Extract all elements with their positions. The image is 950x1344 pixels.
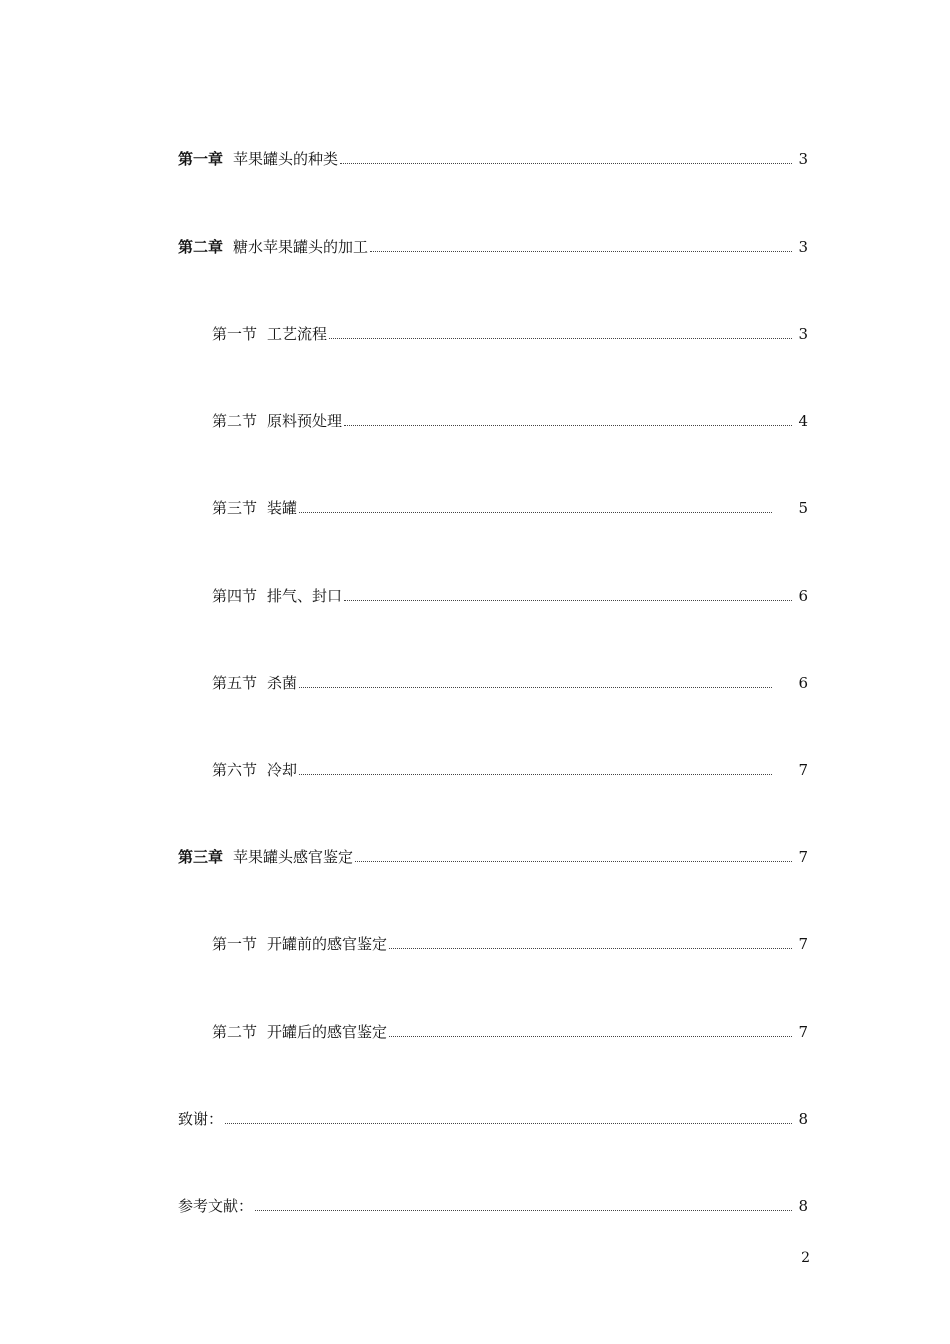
toc-entry-page: 3 [798, 325, 808, 343]
toc-entry-section-2-4[interactable] [212, 582, 808, 606]
toc-entry-page: 4 [798, 412, 808, 430]
toc-entry-prefix: 第二章 [178, 238, 224, 256]
toc-entry-title: 苹果罐头的种类 [233, 150, 339, 168]
toc-entry-prefix: 第五节 [212, 674, 258, 692]
dot-leader [225, 1122, 792, 1124]
toc-entry-page: 6 [798, 674, 808, 692]
dot-leader [344, 599, 792, 601]
toc-entry-page: 5 [798, 499, 808, 517]
page-number: 2 [801, 1250, 810, 1266]
dot-leader [370, 250, 792, 252]
toc-entry-chapter-2[interactable] [178, 233, 808, 257]
toc-entry-title: 工艺流程 [267, 325, 328, 343]
dot-leader [355, 860, 792, 862]
toc-entry-references[interactable] [178, 1192, 808, 1216]
dot-leader [389, 947, 792, 949]
toc-entry-title: 糖水苹果罐头的加工 [233, 238, 369, 256]
toc-entry-section-3-1[interactable] [212, 930, 808, 954]
toc-entry-prefix: 第二节 [212, 412, 258, 430]
toc-entry-page: 8 [798, 1197, 808, 1215]
toc-entry-prefix: 第一章 [178, 150, 224, 168]
toc-entry-prefix: 参考文献： [178, 1197, 254, 1215]
toc-entry-prefix: 第一节 [212, 935, 258, 953]
toc-entry-section-2-1[interactable] [212, 320, 808, 344]
toc-entry-title: 装罐 [267, 499, 298, 517]
dot-leader [329, 337, 792, 339]
toc-entry-title: 开罐前的感官鉴定 [267, 935, 388, 953]
toc-entry-title: 杀菌 [267, 674, 298, 692]
toc-entry-title: 冷却 [267, 761, 298, 779]
dot-leader [299, 773, 772, 775]
toc-entry-section-2-2[interactable] [212, 407, 808, 431]
toc-entry-section-2-6[interactable] [212, 756, 808, 780]
dot-leader [299, 686, 772, 688]
toc-entry-section-3-2[interactable] [212, 1018, 808, 1042]
toc-entry-title: 苹果罐头感官鉴定 [233, 848, 354, 866]
toc-entry-title: 原料预处理 [267, 412, 343, 430]
toc-entry-chapter-1[interactable] [178, 145, 808, 169]
toc-entry-section-2-5[interactable] [212, 669, 808, 693]
toc-entry-page: 7 [798, 848, 808, 866]
toc-entry-prefix: 第四节 [212, 587, 258, 605]
toc-entry-prefix: 第三章 [178, 848, 224, 866]
toc-entry-chapter-3[interactable] [178, 843, 808, 867]
dot-leader [389, 1035, 792, 1037]
toc-entry-page: 7 [798, 1023, 808, 1041]
toc-entry-section-2-3[interactable] [212, 494, 808, 518]
toc-entry-prefix: 第一节 [212, 325, 258, 343]
toc-entry-page: 6 [798, 587, 808, 605]
toc-entry-page: 7 [798, 761, 808, 779]
dot-leader [255, 1209, 792, 1211]
dot-leader [299, 511, 772, 513]
dot-leader [344, 424, 792, 426]
toc-entry-page: 3 [798, 150, 808, 168]
toc-entry-prefix: 第六节 [212, 761, 258, 779]
toc-entry-prefix: 致谢： [178, 1110, 224, 1128]
toc-entry-page: 8 [798, 1110, 808, 1128]
toc-entry-title: 开罐后的感官鉴定 [267, 1023, 388, 1041]
toc-entry-page: 3 [798, 238, 808, 256]
dot-leader [340, 162, 792, 164]
toc-entry-prefix: 第二节 [212, 1023, 258, 1041]
toc-entry-page: 7 [798, 935, 808, 953]
toc-entry-title: 排气、封口 [267, 587, 343, 605]
toc-entry-acknowledgements[interactable] [178, 1105, 808, 1129]
toc-entry-prefix: 第三节 [212, 499, 258, 517]
